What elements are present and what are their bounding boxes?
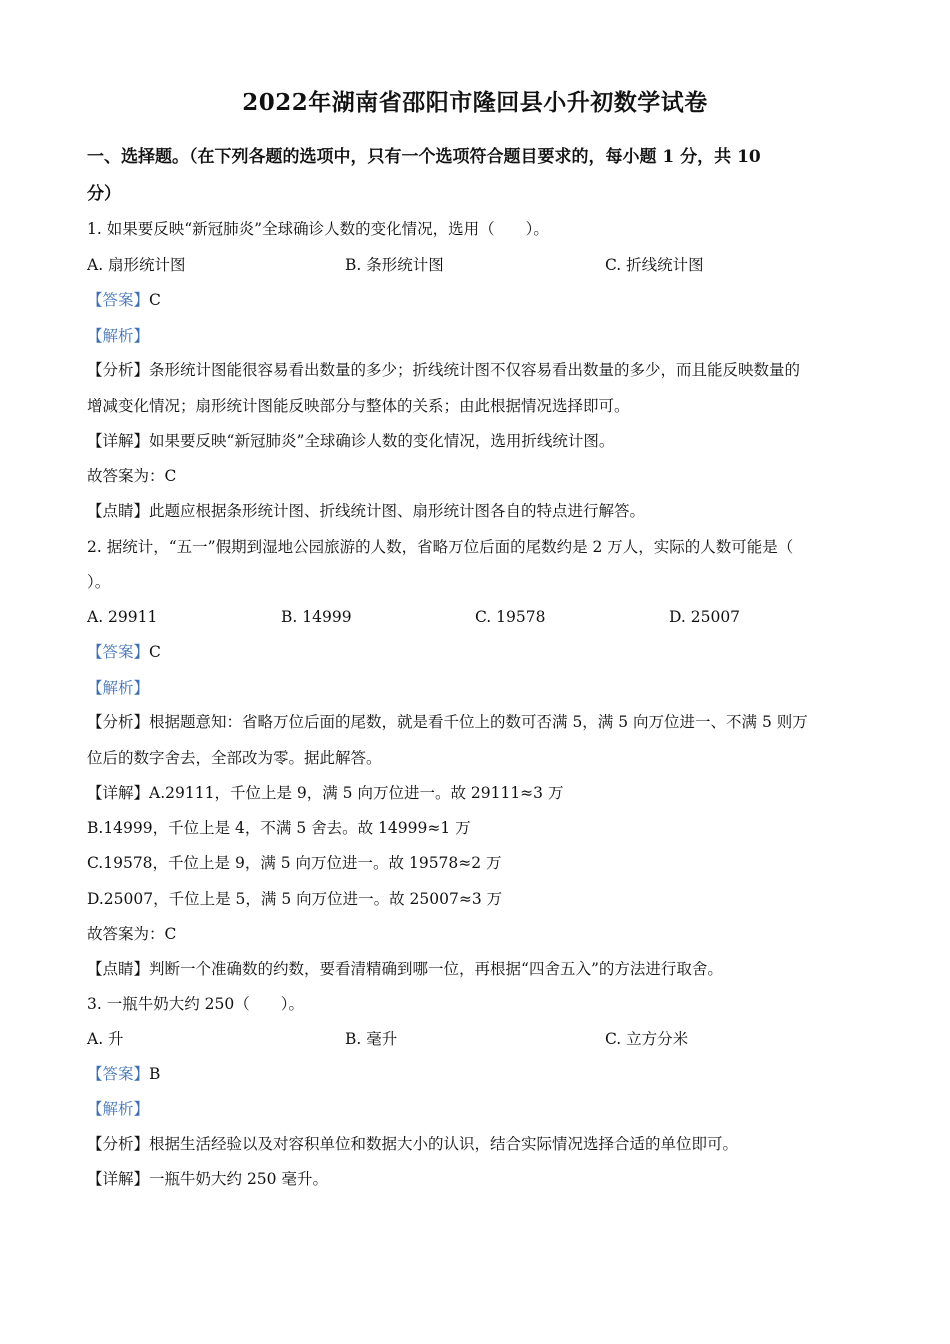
xiangjie-tag: 【详解】 [87,1170,150,1188]
q2-option-a: A. 29911 [87,608,158,626]
q2-xiangjie-d: D.25007，千位上是 5，满 5 向万位进一。故 25007≈3 万 [87,890,503,908]
q2-option-b: B. 14999 [281,608,352,626]
q2-xiangjie-b: B.14999，千位上是 4，不满 5 舍去。故 14999≈1 万 [87,819,471,837]
page-title: 2022年湖南省邵阳市隆回县小升初数学试卷 [242,89,708,116]
q2-xiangjie-c: C.19578，千位上是 9，满 5 向万位进一。故 19578≈2 万 [87,854,502,872]
q2-final-answer: 故答案为：C [87,925,177,943]
q3-stem: 3. 一瓶牛奶大约 250（ ）。 [87,995,304,1013]
fenxi-tag: 【分析】 [87,713,150,731]
q2-dianjing [87,958,877,980]
q1-xiangjie [87,430,877,452]
q1-option-b: B. 条形统计图 [345,256,444,274]
q1-option-a: A. 扇形统计图 [87,256,186,274]
dianjing-text: 判断一个准确数的约数，要看清精确到哪一位，再根据“四舍五入”的方法进行取舍。 [149,960,723,978]
q1-final-answer: 故答案为：C [87,467,177,485]
xiangjie-tag: 【详解】 [87,784,150,802]
q2-option-c: C. 19578 [475,608,546,626]
q3-fenxi [87,1133,877,1155]
section-heading-line1: 一、选择题。（在下列各题的选项中，只有一个选项符合题目要求的，每小题 1 分，共 10 [87,147,761,167]
q2-option-d: D. 25007 [669,608,741,626]
fenxi-text: 根据题意知：省略万位后面的尾数，就是看千位上的数可否满 5，满 5 向万位进一、不满 5 则万 [149,713,808,731]
q1-stem: 1. 如果要反映“新冠肺炎”全球确诊人数的变化情况，选用（ ）。 [87,220,549,238]
q1-dianjing [87,500,877,522]
answer-tag: 【答案】 [87,291,150,309]
section-heading-line2: 分） [87,184,121,204]
dianjing-tag: 【点睛】 [87,502,150,520]
q1-option-c: C. 折线统计图 [605,256,704,274]
q3-option-a: A. 升 [87,1030,124,1048]
q3-answer [87,1063,877,1085]
answer-value: C [149,291,161,309]
dianjing-text: 此题应根据条形统计图、折线统计图、扇形统计图各自的特点进行解答。 [149,502,646,520]
q1-analysis-tag: 【解析】 [87,327,150,345]
q1-fenxi-line1 [87,359,877,381]
q2-fenxi-line2: 位后的数字舍去，全部改为零。据此解答。 [87,749,382,767]
xiangjie-text: A.29111，千位上是 9，满 5 向万位进一。故 29111≈3 万 [149,784,564,802]
q2-stem-line2: ）。 [87,573,111,591]
q2-stem-line1: 2. 据统计，“五一”假期到湿地公园旅游的人数，省略万位后面的尾数约是 2 万人，实际的人数可能是（ [87,538,794,556]
q2-xiangjie-a [87,782,877,804]
fenxi-text: 根据生活经验以及对容积单位和数据大小的认识，结合实际情况选择合适的单位即可。 [149,1135,739,1153]
q3-option-b: B. 毫升 [345,1030,398,1048]
xiangjie-text: 一瓶牛奶大约 250 毫升。 [149,1170,328,1188]
q2-answer [87,641,877,663]
q1-fenxi-line2: 增减变化情况；扇形统计图能反映部分与整体的关系；由此根据情况选择即可。 [87,397,630,415]
answer-tag: 【答案】 [87,1065,150,1083]
xiangjie-text: 如果要反映“新冠肺炎”全球确诊人数的变化情况，选用折线统计图。 [149,432,615,450]
q3-option-c: C. 立方分米 [605,1030,689,1048]
q3-xiangjie [87,1168,877,1190]
answer-value: B [149,1065,161,1083]
fenxi-tag: 【分析】 [87,1135,150,1153]
xiangjie-tag: 【详解】 [87,432,150,450]
q2-analysis-tag: 【解析】 [87,679,150,697]
fenxi-tag: 【分析】 [87,361,150,379]
q3-analysis-tag: 【解析】 [87,1100,150,1118]
q1-answer [87,289,877,311]
fenxi-text: 条形统计图能很容易看出数量的多少；折线统计图不仅容易看出数量的多少，而且能反映数量的 [149,361,801,379]
answer-tag: 【答案】 [87,643,150,661]
q2-fenxi-line1 [87,711,877,733]
answer-value: C [149,643,161,661]
dianjing-tag: 【点睛】 [87,960,150,978]
